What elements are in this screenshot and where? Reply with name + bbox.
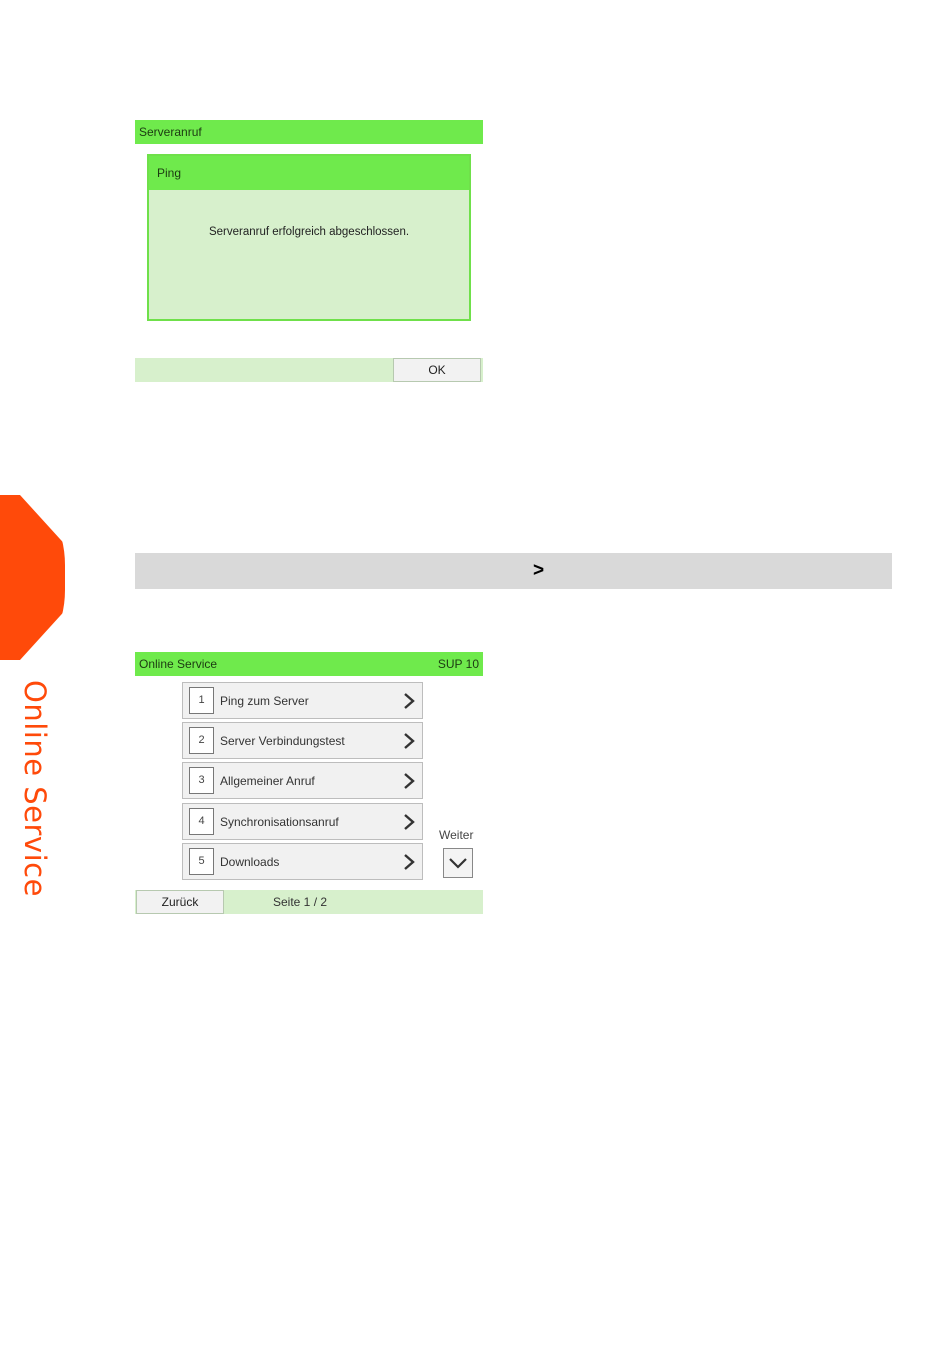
page-indicator: Seite 1 / 2 [273,895,328,909]
screen-bottom-bar [135,358,483,382]
menu-item-allgemeiner-anruf[interactable] [182,762,423,799]
menu-item-label: Ping zum Server [220,694,309,708]
menu-item-number: 4 [189,808,214,835]
menu-item-number: 2 [189,727,214,754]
screen-body [135,144,483,358]
chevron-right-icon [402,732,416,750]
dialog-title: Ping [149,156,469,190]
chevron-right-icon [402,772,416,790]
menu-item-ping-zum-server[interactable] [182,682,423,719]
menu-item-server-verbindungstest[interactable] [182,722,423,759]
chevron-down-icon [444,849,472,877]
screen-title-bar [135,652,483,676]
menu-item-number: 5 [189,848,214,875]
next-page-label: Weiter [439,828,474,842]
back-button[interactable]: Zurück [136,890,224,914]
ping-dialog [147,154,471,321]
menu-item-label: Allgemeiner Anruf [220,774,315,788]
instruction-bar [135,553,892,589]
chevron-right-icon [402,813,416,831]
menu-item-label: Server Verbindungstest [220,734,345,748]
screen-title-bar [135,120,483,144]
arrow-right-icon: > [533,560,545,581]
dialog-message: Serveranruf erfolgreich abgeschlossen. [208,226,410,238]
online-service-screen [135,652,483,914]
chevron-right-icon [402,692,416,710]
menu-item-number: 1 [189,687,214,714]
section-tab-label: Online Service [18,680,52,897]
serveranruf-screen [135,120,483,382]
menu-item-synchronisationsanruf[interactable] [182,803,423,840]
menu-item-downloads[interactable] [182,843,423,880]
chevron-right-icon [402,853,416,871]
screen-title: Online Service [139,657,218,671]
menu-item-number: 3 [189,767,214,794]
screen-bottom-bar [135,890,483,914]
ok-button[interactable]: OK [393,358,481,382]
menu-item-label: Synchronisationsanruf [220,815,339,829]
screen-code: SUP 10 [437,657,479,671]
screen-title: Serveranruf [139,125,202,139]
section-tab-marker [0,495,65,660]
menu-item-label: Downloads [220,855,280,869]
screen-body [135,676,483,886]
next-page-button[interactable] [443,848,473,878]
